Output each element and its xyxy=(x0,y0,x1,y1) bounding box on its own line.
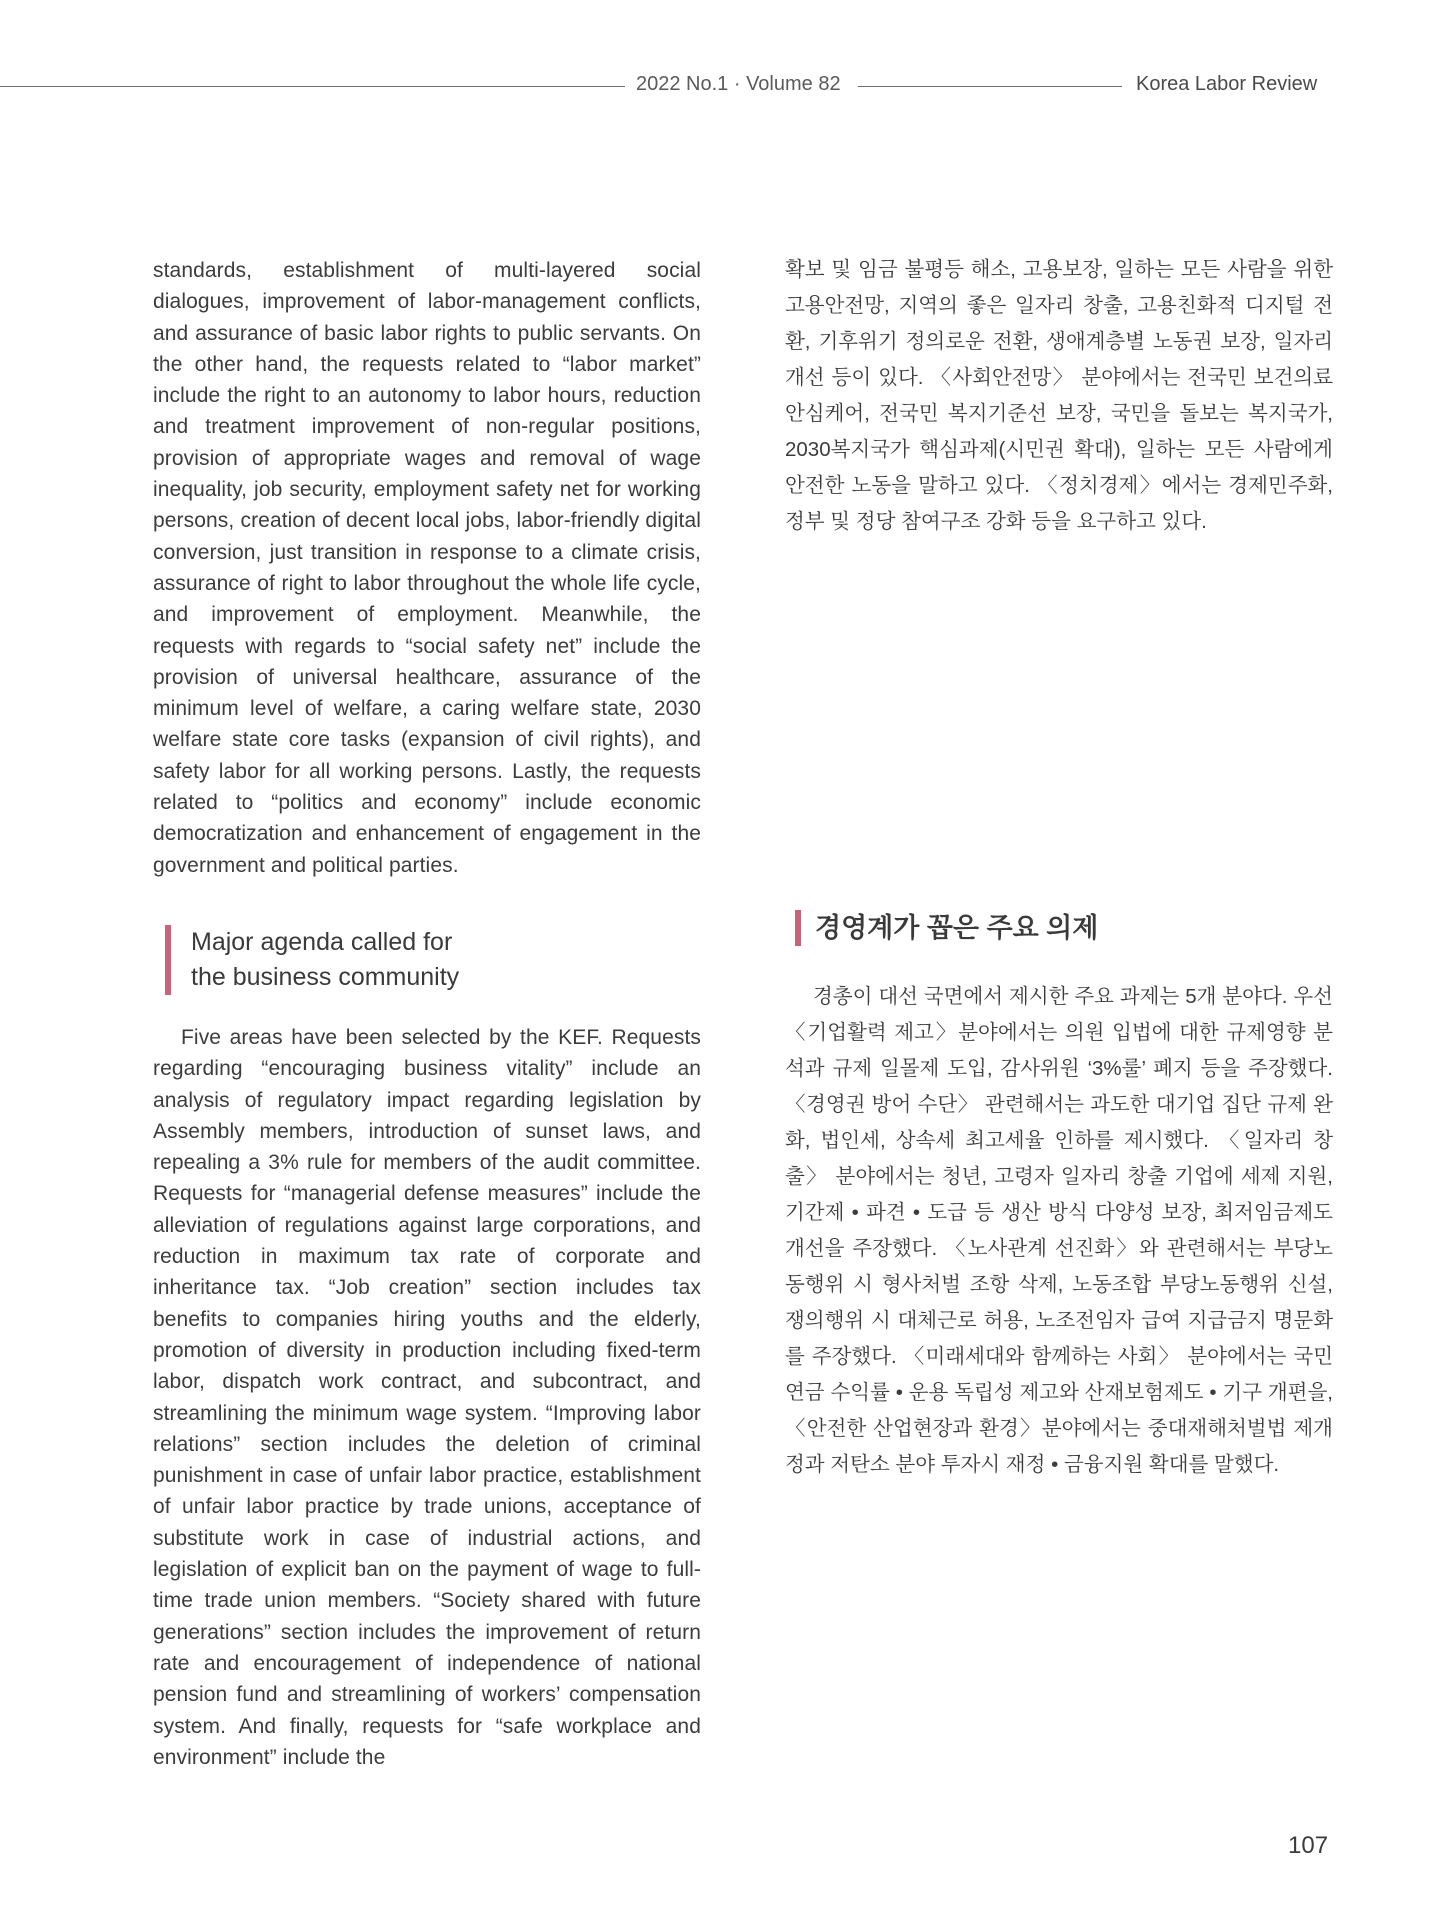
left-column-section xyxy=(153,1022,701,1773)
english-intro-paragraph: standards, establishment of multi-layered social dialogues, improvement of labor-management conflicts, and assurance of basic labor rights to public servants. On the other hand, the requests related to “labor market” include the right to an autonomy to labor hours, reduction and treatment improvement of non-regular positions, provision of appropriate wages and removal of wage inequality, job security, employment safety net for working persons, creation of decent local jobs, labor-friendly digital conversion, just transition in response to a climate crisis, assurance of right to labor throughout the whole life cycle, and improvement of employment. Meanwhile, the requests with regards to “social safety net” include the provision of universal healthcare, assurance of the minimum level of welfare, a caring welfare state, 2030 welfare state core tasks (expansion of civil rights), and safety labor for all working persons. Lastly, the requests related to “politics and economy” include economic democratization and enhancement of engagement in the government and political parties. xyxy=(153,259,701,877)
korean-section-paragraph: 경총이 대선 국면에서 제시한 주요 과제는 5개 분야다. 우선 〈기업활력 제고〉분야에서는 의원 입법에 대한 규제영향 분석과 규제 일몰제 도입, 감사위원 ‘3%룰’ 폐지 등을 주장했다. 〈경영권 방어 수단〉 관련해서는 과도한 대기업 집단 규제 완화, 법인세, 상속세 최고세율 인하를 제시했다. 〈일자리 창출〉 분야에서는 청년, 고령자 일자리 창출 기업에 세제 지원, 기간제 • 파견 • 도급 등 생산 방식 다양성 보장, 최저임금제도 개선을 주장했다. 〈노사관계 선진화〉와 관련해서는 부당노동행위 시 형사처벌 조항 삭제, 노동조합 부당노동행위 신설, 쟁의행위 시 대체근로 허용, 노조전임자 급여 지급금지 명문화를 주장했다. 〈미래세대와 함께하는 사회〉 분야에서는 국민연금 수익률 • 운용 독립성 제고와 산재보험제도 • 기구 개편을, 〈안전한 산업현장과 환경〉분야에서는 중대재해처벌법 제개정과 저탄소 분야 투자시 재정 • 금융지원 확대를 말했다. xyxy=(785,985,1333,1476)
korean-section-heading: 경영계가 꼽은 주요 의제 xyxy=(795,910,1098,946)
right-column-intro xyxy=(785,252,1333,540)
english-section-heading xyxy=(165,925,459,995)
right-column-section xyxy=(785,979,1333,1483)
page-number: 107 xyxy=(1288,1832,1329,1859)
english-heading-line-1: Major agenda called for xyxy=(191,928,453,956)
issue-label: 2022 No.1 · Volume 82 xyxy=(636,73,841,95)
english-heading-line-2: the business community xyxy=(191,963,460,991)
header-rule-left xyxy=(0,86,625,87)
left-column-intro xyxy=(153,255,701,881)
header-rule-middle xyxy=(858,86,1122,87)
english-section-paragraph: Five areas have been selected by the KEF. Requests regarding “encouraging business vitality” include an analysis of regulatory impact regarding legislation by Assembly members, introduction of sunset laws, and repealing a 3% rule for members of the audit committee. Requests for “managerial defense measures” include the alleviation of regulations against large corporations, and reduction in maximum tax rate of corporate and inheritance tax. “Job creation” section includes tax benefits to companies hiring youths and the elderly, promotion of diversity in production including fixed-term labor, dispatch work contract, and subcontract, and streamlining the minimum wage system. “Improving labor relations” section includes the deletion of criminal punishment in case of unfair labor practice, establishment of unfair labor practice by trade unions, acceptance of substitute work in case of industrial actions, and legislation of explicit ban on the payment of wage to full-time trade union members. “Society shared with future generations” section includes the improvement of return rate and encouragement of independence of national pension fund and streamlining of workers’ compensation system. And finally, requests for “safe workplace and environment” include the xyxy=(153,1026,701,1769)
korean-intro-paragraph: 확보 및 임금 불평등 해소, 고용보장, 일하는 모든 사람을 위한 고용안전망, 지역의 좋은 일자리 창출, 고용친화적 디지털 전환, 기후위기 정의로운 전환, 생애계층별 노동권 보장, 일자리 개선 등이 있다. 〈사회안전망〉 분야에서는 전국민 보건의료 안심케어, 전국민 복지기준선 보장, 국민을 돌보는 복지국가, 2030복지국가 핵심과제(시민권 확대), 일하는 모든 사람에게 안전한 노동을 말하고 있다. 〈정치경제〉에서는 경제민주화, 정부 및 정당 참여구조 강화 등을 요구하고 있다. xyxy=(785,258,1333,533)
journal-title: Korea Labor Review xyxy=(1136,73,1318,95)
running-header xyxy=(0,70,1431,100)
